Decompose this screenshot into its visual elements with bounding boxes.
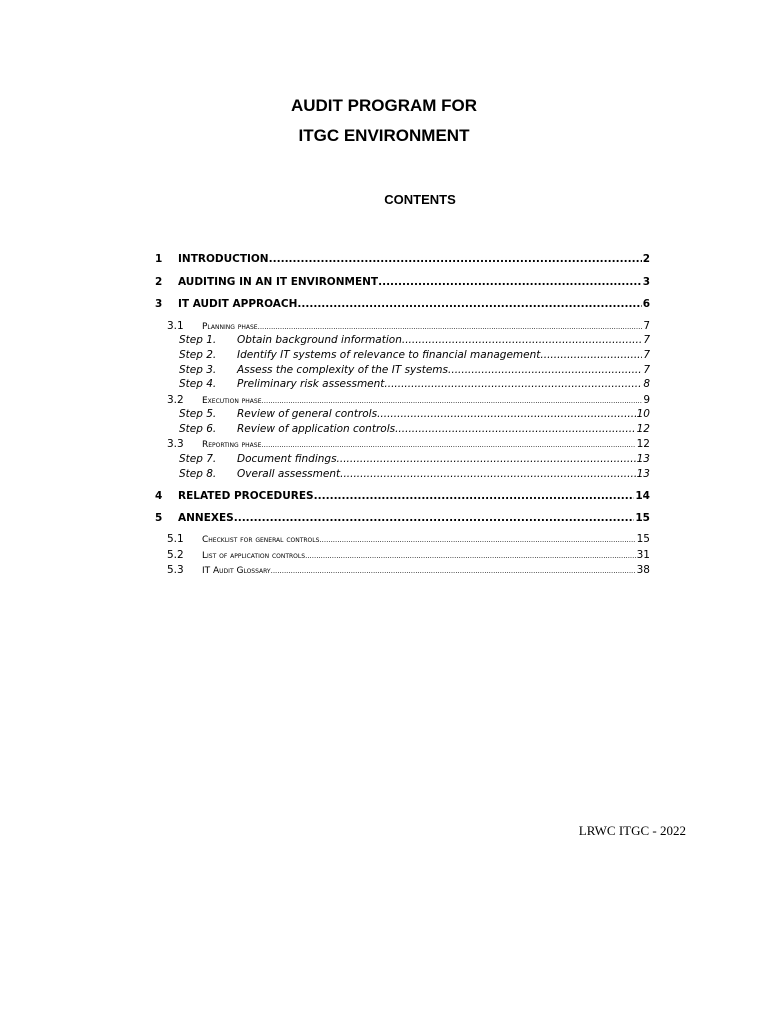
toc-entry-page: 13 (636, 468, 650, 480)
dot-leader (305, 552, 636, 560)
toc-entry-page: 8 (643, 378, 650, 390)
dot-leader (402, 334, 642, 346)
contents-heading: CONTENTS (384, 192, 456, 207)
dot-leader (319, 536, 635, 544)
toc-entry-title: IT Audit Glossary (202, 566, 271, 576)
toc-entry-number: 5.1 (167, 533, 184, 545)
toc-entry-page: 6 (642, 298, 650, 310)
toc-entry-title: Preliminary risk assessment (237, 378, 385, 390)
toc-entry-number: 5.3 (167, 564, 184, 576)
toc-entry-number: 3.1 (167, 320, 184, 332)
toc-entry-number: Step 4. (179, 378, 217, 390)
toc-entry[interactable] (155, 512, 650, 524)
dot-leader (314, 490, 635, 502)
toc-entry-page: 2 (642, 253, 650, 265)
toc-entry-title: List of application controls (202, 551, 306, 561)
toc-entry-title: IT AUDIT APPROACH (178, 298, 298, 310)
toc-entry-number: Step 2. (179, 349, 217, 361)
toc-entry[interactable] (167, 533, 650, 545)
toc-entry-title: AUDITING IN AN IT ENVIRONMENT (178, 276, 379, 288)
toc-entry-title: Review of application controls (237, 423, 396, 435)
dot-leader (340, 468, 636, 480)
dot-leader (262, 397, 643, 405)
toc-entry-number: Step 6. (179, 423, 217, 435)
toc-entry-page: 13 (636, 453, 650, 465)
toc-entry[interactable] (155, 253, 650, 265)
dot-leader (297, 298, 641, 310)
toc-entry-page: 7 (643, 320, 650, 332)
toc-entry[interactable] (179, 468, 650, 480)
toc-entry-title: RELATED PROCEDURES (178, 490, 314, 502)
toc-entry[interactable] (167, 564, 650, 576)
toc-entry[interactable] (179, 423, 650, 435)
toc-entry[interactable] (179, 334, 650, 346)
dot-leader (448, 364, 642, 376)
toc-entry-title: Assess the complexity of the IT systems (237, 364, 449, 376)
toc-entry-number: 2 (155, 276, 163, 288)
dot-leader (395, 423, 636, 435)
dot-leader (271, 567, 636, 575)
document-title-line-1: AUDIT PROGRAM FOR (290, 96, 478, 115)
toc-entry-title: Review of general controls (237, 408, 378, 420)
toc-entry[interactable] (167, 438, 650, 450)
toc-entry-number: Step 7. (179, 453, 217, 465)
toc-entry[interactable] (167, 394, 650, 406)
dot-leader (540, 349, 642, 361)
footer-text: LRWC ITGC - 2022 (578, 823, 686, 838)
dot-leader (384, 378, 642, 390)
toc-entry-page: 7 (643, 334, 650, 346)
toc-entry[interactable] (167, 320, 650, 332)
toc-entry-title: Reporting phase (202, 440, 262, 450)
toc-entry-title: INTRODUCTION (178, 253, 269, 265)
dot-leader (258, 323, 643, 331)
toc-entry[interactable] (155, 276, 650, 288)
toc-entry-number: Step 5. (179, 408, 217, 420)
toc-entry-page: 38 (636, 564, 650, 576)
toc-entry-page: 31 (636, 549, 650, 561)
dot-leader (377, 408, 636, 420)
toc-entry-number: 1 (155, 253, 163, 265)
toc-entry-number: 3 (155, 298, 163, 310)
toc-entry-page: 7 (643, 364, 650, 376)
toc-entry-title: ANNEXES (178, 512, 234, 524)
toc-entry-title: Planning phase (202, 322, 258, 332)
toc-entry-page: 10 (636, 408, 650, 420)
toc-entry[interactable] (179, 349, 650, 361)
toc-entry-title: Overall assessment (237, 468, 341, 480)
toc-entry[interactable] (155, 298, 650, 310)
toc-entry-title: Execution phase (202, 396, 262, 406)
toc-entry-title: Obtain background information (237, 334, 402, 346)
toc-entry-page: 14 (635, 490, 650, 502)
toc-entry-title: Document findings (237, 453, 337, 465)
toc-entry[interactable] (179, 364, 650, 376)
dot-leader (337, 453, 636, 465)
toc-entry-number: Step 1. (179, 334, 217, 346)
toc-entry-number: Step 3. (179, 364, 217, 376)
toc-entry-page: 7 (643, 349, 650, 361)
document-title-line-2: ITGC ENVIRONMENT (298, 126, 470, 145)
toc-entry-page: 15 (636, 533, 650, 545)
toc-entry-number: Step 8. (179, 468, 217, 480)
toc-entry-number: 3.3 (167, 438, 184, 450)
toc-entry-title: Identify IT systems of relevance to financial management (237, 349, 541, 361)
toc-entry-page: 15 (635, 512, 650, 524)
toc-entry[interactable] (179, 378, 650, 390)
toc-entry-title: Checklist for general controls (202, 535, 320, 545)
toc-entry-number: 4 (155, 490, 163, 502)
toc-entry[interactable] (155, 490, 650, 502)
toc-entry[interactable] (179, 453, 650, 465)
toc-entry[interactable] (167, 549, 650, 561)
toc-entry-number: 3.2 (167, 394, 184, 406)
toc-entry-number: 5 (155, 512, 163, 524)
toc-entry-page: 9 (643, 394, 650, 406)
toc-entry-page: 12 (636, 423, 650, 435)
dot-leader (261, 441, 635, 449)
toc-entry-page: 12 (636, 438, 650, 450)
dot-leader (234, 512, 635, 524)
toc-entry-number: 5.2 (167, 549, 184, 561)
dot-leader (269, 253, 642, 265)
toc-entry[interactable] (179, 408, 650, 420)
toc-entry-page: 3 (642, 276, 650, 288)
dot-leader (378, 276, 642, 288)
